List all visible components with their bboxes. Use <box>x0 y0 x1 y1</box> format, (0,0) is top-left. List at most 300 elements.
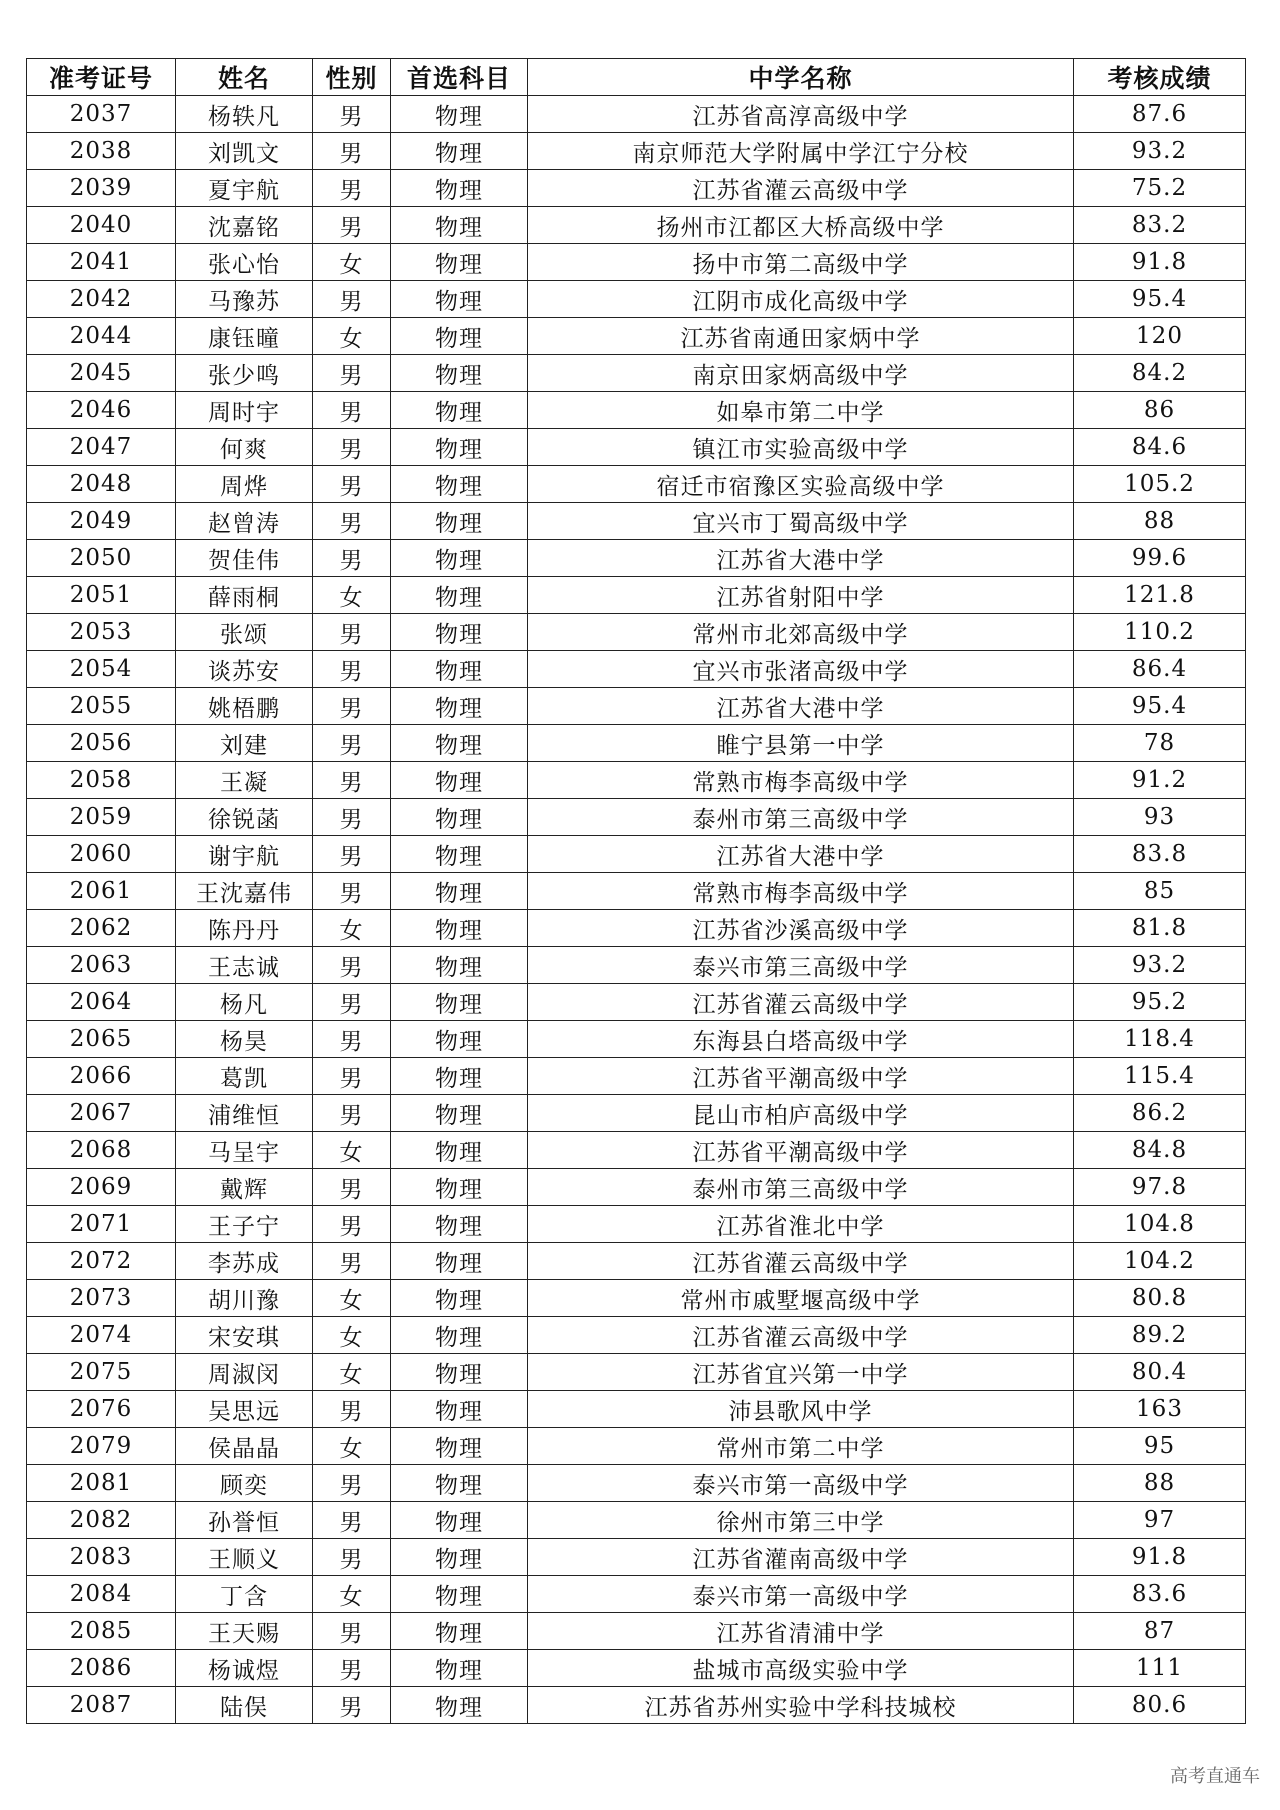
name-cell: 宋安琪 <box>176 1317 313 1354</box>
table-row <box>27 1058 1246 1095</box>
table-row <box>27 1428 1246 1465</box>
gender-cell: 男 <box>313 725 391 762</box>
exam-id-cell: 2054 <box>27 651 176 688</box>
name-cell: 康钰曈 <box>176 318 313 355</box>
school-cell: 江苏省灌云高级中学 <box>528 1317 1074 1354</box>
gender-cell: 男 <box>313 873 391 910</box>
exam-id-cell: 2044 <box>27 318 176 355</box>
subject-cell: 物理 <box>391 1058 528 1095</box>
score-cell: 118.4 <box>1074 1021 1246 1058</box>
name-cell: 杨凡 <box>176 984 313 1021</box>
subject-cell: 物理 <box>391 1502 528 1539</box>
gender-cell: 男 <box>313 836 391 873</box>
subject-cell: 物理 <box>391 170 528 207</box>
school-cell: 泰州市第三高级中学 <box>528 1169 1074 1206</box>
subject-cell: 物理 <box>391 1206 528 1243</box>
gender-cell: 男 <box>313 1502 391 1539</box>
score-cell: 86.4 <box>1074 651 1246 688</box>
table-row <box>27 799 1246 836</box>
col-header-subject: 首选科目 <box>391 59 528 96</box>
table-row <box>27 392 1246 429</box>
score-cell: 104.2 <box>1074 1243 1246 1280</box>
table-row <box>27 466 1246 503</box>
table-row <box>27 725 1246 762</box>
score-cell: 85 <box>1074 873 1246 910</box>
gender-cell: 女 <box>313 577 391 614</box>
exam-id-cell: 2048 <box>27 466 176 503</box>
name-cell: 谢宇航 <box>176 836 313 873</box>
name-cell: 浦维恒 <box>176 1095 313 1132</box>
gender-cell: 男 <box>313 762 391 799</box>
table-row <box>27 1613 1246 1650</box>
score-cell: 87.6 <box>1074 96 1246 133</box>
gender-cell: 女 <box>313 1132 391 1169</box>
name-cell: 戴辉 <box>176 1169 313 1206</box>
name-cell: 赵曾涛 <box>176 503 313 540</box>
score-cell: 80.6 <box>1074 1687 1246 1724</box>
table-row <box>27 1132 1246 1169</box>
table-row <box>27 133 1246 170</box>
table-row <box>27 1169 1246 1206</box>
subject-cell: 物理 <box>391 947 528 984</box>
name-cell: 王天赐 <box>176 1613 313 1650</box>
exam-id-cell: 2060 <box>27 836 176 873</box>
gender-cell: 男 <box>313 133 391 170</box>
name-cell: 刘建 <box>176 725 313 762</box>
table-row <box>27 762 1246 799</box>
subject-cell: 物理 <box>391 318 528 355</box>
name-cell: 周时宇 <box>176 392 313 429</box>
score-cell: 95 <box>1074 1428 1246 1465</box>
exam-id-cell: 2053 <box>27 614 176 651</box>
score-cell: 95.4 <box>1074 688 1246 725</box>
score-cell: 83.2 <box>1074 207 1246 244</box>
subject-cell: 物理 <box>391 984 528 1021</box>
score-cell: 87 <box>1074 1613 1246 1650</box>
gender-cell: 女 <box>313 910 391 947</box>
score-cell: 99.6 <box>1074 540 1246 577</box>
school-cell: 江苏省平潮高级中学 <box>528 1058 1074 1095</box>
subject-cell: 物理 <box>391 614 528 651</box>
school-cell: 常州市戚墅堰高级中学 <box>528 1280 1074 1317</box>
gender-cell: 男 <box>313 281 391 318</box>
table-row <box>27 1391 1246 1428</box>
gender-cell: 男 <box>313 614 391 651</box>
score-cell: 97 <box>1074 1502 1246 1539</box>
name-cell: 薛雨桐 <box>176 577 313 614</box>
col-header-gender: 性别 <box>313 59 391 96</box>
score-cell: 81.8 <box>1074 910 1246 947</box>
table-row <box>27 577 1246 614</box>
school-cell: 江苏省大港中学 <box>528 688 1074 725</box>
subject-cell: 物理 <box>391 1354 528 1391</box>
subject-cell: 物理 <box>391 651 528 688</box>
exam-id-cell: 2051 <box>27 577 176 614</box>
gender-cell: 女 <box>313 1428 391 1465</box>
gender-cell: 女 <box>313 1354 391 1391</box>
gender-cell: 男 <box>313 1169 391 1206</box>
gender-cell: 男 <box>313 1687 391 1724</box>
score-cell: 86 <box>1074 392 1246 429</box>
table-row <box>27 910 1246 947</box>
exam-id-cell: 2039 <box>27 170 176 207</box>
score-cell: 84.8 <box>1074 1132 1246 1169</box>
score-cell: 121.8 <box>1074 577 1246 614</box>
gender-cell: 男 <box>313 1539 391 1576</box>
subject-cell: 物理 <box>391 836 528 873</box>
table-row <box>27 244 1246 281</box>
school-cell: 宿迁市宿豫区实验高级中学 <box>528 466 1074 503</box>
exam-id-cell: 2084 <box>27 1576 176 1613</box>
exam-id-cell: 2068 <box>27 1132 176 1169</box>
exam-id-cell: 2065 <box>27 1021 176 1058</box>
gender-cell: 男 <box>313 466 391 503</box>
subject-cell: 物理 <box>391 1687 528 1724</box>
subject-cell: 物理 <box>391 355 528 392</box>
score-cell: 88 <box>1074 1465 1246 1502</box>
gender-cell: 男 <box>313 1095 391 1132</box>
table-row <box>27 688 1246 725</box>
exam-id-cell: 2069 <box>27 1169 176 1206</box>
school-cell: 泰州市第三高级中学 <box>528 799 1074 836</box>
subject-cell: 物理 <box>391 429 528 466</box>
exam-id-cell: 2072 <box>27 1243 176 1280</box>
gender-cell: 男 <box>313 1058 391 1095</box>
score-cell: 91.2 <box>1074 762 1246 799</box>
score-cell: 78 <box>1074 725 1246 762</box>
exam-id-cell: 2059 <box>27 799 176 836</box>
exam-id-cell: 2073 <box>27 1280 176 1317</box>
table-row <box>27 984 1246 1021</box>
score-cell: 105.2 <box>1074 466 1246 503</box>
col-header-exam-id: 准考证号 <box>27 59 176 96</box>
exam-id-cell: 2083 <box>27 1539 176 1576</box>
subject-cell: 物理 <box>391 466 528 503</box>
results-table <box>26 58 1246 1724</box>
subject-cell: 物理 <box>391 1132 528 1169</box>
subject-cell: 物理 <box>391 725 528 762</box>
watermark-text: 高考直通车 <box>1170 1766 1260 1787</box>
table-row <box>27 503 1246 540</box>
name-cell: 刘凯文 <box>176 133 313 170</box>
subject-cell: 物理 <box>391 1243 528 1280</box>
subject-cell: 物理 <box>391 1169 528 1206</box>
school-cell: 江苏省平潮高级中学 <box>528 1132 1074 1169</box>
name-cell: 王沈嘉伟 <box>176 873 313 910</box>
name-cell: 顾奕 <box>176 1465 313 1502</box>
exam-id-cell: 2056 <box>27 725 176 762</box>
gender-cell: 男 <box>313 688 391 725</box>
table-row <box>27 540 1246 577</box>
gender-cell: 男 <box>313 1613 391 1650</box>
exam-id-cell: 2041 <box>27 244 176 281</box>
subject-cell: 物理 <box>391 762 528 799</box>
school-cell: 江苏省宜兴第一中学 <box>528 1354 1074 1391</box>
subject-cell: 物理 <box>391 577 528 614</box>
school-cell: 睢宁县第一中学 <box>528 725 1074 762</box>
subject-cell: 物理 <box>391 281 528 318</box>
exam-id-cell: 2082 <box>27 1502 176 1539</box>
exam-id-cell: 2064 <box>27 984 176 1021</box>
table-row <box>27 1465 1246 1502</box>
school-cell: 常熟市梅李高级中学 <box>528 873 1074 910</box>
exam-id-cell: 2066 <box>27 1058 176 1095</box>
name-cell: 杨昊 <box>176 1021 313 1058</box>
score-cell: 83.6 <box>1074 1576 1246 1613</box>
table-row <box>27 207 1246 244</box>
exam-id-cell: 2067 <box>27 1095 176 1132</box>
exam-id-cell: 2040 <box>27 207 176 244</box>
school-cell: 江苏省灌南高级中学 <box>528 1539 1074 1576</box>
score-cell: 115.4 <box>1074 1058 1246 1095</box>
school-cell: 江苏省灌云高级中学 <box>528 984 1074 1021</box>
gender-cell: 男 <box>313 1391 391 1428</box>
table-row <box>27 429 1246 466</box>
name-cell: 王子宁 <box>176 1206 313 1243</box>
school-cell: 江苏省射阳中学 <box>528 577 1074 614</box>
school-cell: 沛县歌风中学 <box>528 1391 1074 1428</box>
school-cell: 江苏省灌云高级中学 <box>528 170 1074 207</box>
gender-cell: 男 <box>313 651 391 688</box>
exam-id-cell: 2079 <box>27 1428 176 1465</box>
gender-cell: 男 <box>313 540 391 577</box>
subject-cell: 物理 <box>391 1391 528 1428</box>
school-cell: 扬州市江都区大桥高级中学 <box>528 207 1074 244</box>
exam-id-cell: 2046 <box>27 392 176 429</box>
school-cell: 如皋市第二中学 <box>528 392 1074 429</box>
score-cell: 91.8 <box>1074 1539 1246 1576</box>
school-cell: 泰兴市第一高级中学 <box>528 1576 1074 1613</box>
table-row <box>27 1354 1246 1391</box>
subject-cell: 物理 <box>391 873 528 910</box>
gender-cell: 男 <box>313 207 391 244</box>
subject-cell: 物理 <box>391 1021 528 1058</box>
exam-id-cell: 2071 <box>27 1206 176 1243</box>
gender-cell: 男 <box>313 1243 391 1280</box>
exam-id-cell: 2074 <box>27 1317 176 1354</box>
school-cell: 南京田家炳高级中学 <box>528 355 1074 392</box>
score-cell: 111 <box>1074 1650 1246 1687</box>
table-row <box>27 1576 1246 1613</box>
gender-cell: 男 <box>313 1206 391 1243</box>
score-cell: 83.8 <box>1074 836 1246 873</box>
name-cell: 胡川豫 <box>176 1280 313 1317</box>
exam-id-cell: 2081 <box>27 1465 176 1502</box>
exam-id-cell: 2037 <box>27 96 176 133</box>
subject-cell: 物理 <box>391 1465 528 1502</box>
subject-cell: 物理 <box>391 799 528 836</box>
gender-cell: 男 <box>313 355 391 392</box>
subject-cell: 物理 <box>391 392 528 429</box>
table-row <box>27 836 1246 873</box>
table-row <box>27 1317 1246 1354</box>
school-cell: 镇江市实验高级中学 <box>528 429 1074 466</box>
subject-cell: 物理 <box>391 503 528 540</box>
school-cell: 南京师范大学附属中学江宁分校 <box>528 133 1074 170</box>
gender-cell: 男 <box>313 1650 391 1687</box>
name-cell: 张颂 <box>176 614 313 651</box>
gender-cell: 男 <box>313 96 391 133</box>
name-cell: 侯晶晶 <box>176 1428 313 1465</box>
school-cell: 江苏省南通田家炳中学 <box>528 318 1074 355</box>
name-cell: 孙誉恒 <box>176 1502 313 1539</box>
name-cell: 吴思远 <box>176 1391 313 1428</box>
school-cell: 江苏省高淳高级中学 <box>528 96 1074 133</box>
subject-cell: 物理 <box>391 1095 528 1132</box>
school-cell: 盐城市高级实验中学 <box>528 1650 1074 1687</box>
subject-cell: 物理 <box>391 1613 528 1650</box>
school-cell: 宜兴市张渚高级中学 <box>528 651 1074 688</box>
name-cell: 陆俣 <box>176 1687 313 1724</box>
gender-cell: 女 <box>313 1576 391 1613</box>
subject-cell: 物理 <box>391 244 528 281</box>
table-row <box>27 1687 1246 1724</box>
score-cell: 88 <box>1074 503 1246 540</box>
gender-cell: 男 <box>313 392 391 429</box>
exam-id-cell: 2058 <box>27 762 176 799</box>
name-cell: 夏宇航 <box>176 170 313 207</box>
exam-id-cell: 2045 <box>27 355 176 392</box>
score-cell: 84.6 <box>1074 429 1246 466</box>
exam-id-cell: 2042 <box>27 281 176 318</box>
exam-id-cell: 2085 <box>27 1613 176 1650</box>
school-cell: 昆山市柏庐高级中学 <box>528 1095 1074 1132</box>
school-cell: 江苏省沙溪高级中学 <box>528 910 1074 947</box>
gender-cell: 女 <box>313 1317 391 1354</box>
exam-id-cell: 2055 <box>27 688 176 725</box>
gender-cell: 男 <box>313 503 391 540</box>
table-row <box>27 947 1246 984</box>
subject-cell: 物理 <box>391 1280 528 1317</box>
school-cell: 常州市北郊高级中学 <box>528 614 1074 651</box>
score-cell: 163 <box>1074 1391 1246 1428</box>
name-cell: 马豫苏 <box>176 281 313 318</box>
name-cell: 陈丹丹 <box>176 910 313 947</box>
score-cell: 80.8 <box>1074 1280 1246 1317</box>
subject-cell: 物理 <box>391 1650 528 1687</box>
table-body <box>27 96 1246 1724</box>
subject-cell: 物理 <box>391 1317 528 1354</box>
score-cell: 95.4 <box>1074 281 1246 318</box>
name-cell: 周淑闵 <box>176 1354 313 1391</box>
name-cell: 王顺义 <box>176 1539 313 1576</box>
table-row <box>27 651 1246 688</box>
gender-cell: 男 <box>313 1465 391 1502</box>
table-row <box>27 96 1246 133</box>
table-row <box>27 170 1246 207</box>
school-cell: 东海县白塔高级中学 <box>528 1021 1074 1058</box>
name-cell: 丁含 <box>176 1576 313 1613</box>
name-cell: 何爽 <box>176 429 313 466</box>
gender-cell: 男 <box>313 429 391 466</box>
school-cell: 常熟市梅李高级中学 <box>528 762 1074 799</box>
score-cell: 86.2 <box>1074 1095 1246 1132</box>
name-cell: 沈嘉铭 <box>176 207 313 244</box>
table-row <box>27 1095 1246 1132</box>
name-cell: 姚梧鹏 <box>176 688 313 725</box>
school-cell: 泰兴市第三高级中学 <box>528 947 1074 984</box>
subject-cell: 物理 <box>391 910 528 947</box>
gender-cell: 女 <box>313 318 391 355</box>
gender-cell: 男 <box>313 170 391 207</box>
score-cell: 93.2 <box>1074 133 1246 170</box>
exam-id-cell: 2086 <box>27 1650 176 1687</box>
subject-cell: 物理 <box>391 688 528 725</box>
name-cell: 李苏成 <box>176 1243 313 1280</box>
score-cell: 97.8 <box>1074 1169 1246 1206</box>
exam-id-cell: 2038 <box>27 133 176 170</box>
exam-id-cell: 2076 <box>27 1391 176 1428</box>
score-cell: 93.2 <box>1074 947 1246 984</box>
school-cell: 江苏省苏州实验中学科技城校 <box>528 1687 1074 1724</box>
table-row <box>27 1650 1246 1687</box>
school-cell: 江苏省清浦中学 <box>528 1613 1074 1650</box>
table-row <box>27 873 1246 910</box>
name-cell: 葛凯 <box>176 1058 313 1095</box>
score-cell: 95.2 <box>1074 984 1246 1021</box>
score-cell: 93 <box>1074 799 1246 836</box>
gender-cell: 男 <box>313 984 391 1021</box>
gender-cell: 女 <box>313 1280 391 1317</box>
exam-id-cell: 2063 <box>27 947 176 984</box>
score-cell: 80.4 <box>1074 1354 1246 1391</box>
exam-id-cell: 2075 <box>27 1354 176 1391</box>
subject-cell: 物理 <box>391 540 528 577</box>
gender-cell: 男 <box>313 1021 391 1058</box>
subject-cell: 物理 <box>391 1428 528 1465</box>
name-cell: 张心怡 <box>176 244 313 281</box>
score-cell: 91.8 <box>1074 244 1246 281</box>
score-cell: 104.8 <box>1074 1206 1246 1243</box>
name-cell: 谈苏安 <box>176 651 313 688</box>
name-cell: 王凝 <box>176 762 313 799</box>
gender-cell: 男 <box>313 947 391 984</box>
name-cell: 杨诚煜 <box>176 1650 313 1687</box>
score-cell: 120 <box>1074 318 1246 355</box>
subject-cell: 物理 <box>391 1576 528 1613</box>
name-cell: 贺佳伟 <box>176 540 313 577</box>
school-cell: 泰兴市第一高级中学 <box>528 1465 1074 1502</box>
school-cell: 常州市第二中学 <box>528 1428 1074 1465</box>
name-cell: 王志诚 <box>176 947 313 984</box>
school-cell: 宜兴市丁蜀高级中学 <box>528 503 1074 540</box>
subject-cell: 物理 <box>391 133 528 170</box>
col-header-score: 考核成绩 <box>1074 59 1246 96</box>
header-row <box>27 59 1246 96</box>
name-cell: 马呈宇 <box>176 1132 313 1169</box>
name-cell: 徐锐菡 <box>176 799 313 836</box>
exam-id-cell: 2050 <box>27 540 176 577</box>
school-cell: 江阴市成化高级中学 <box>528 281 1074 318</box>
name-cell: 张少鸣 <box>176 355 313 392</box>
score-cell: 110.2 <box>1074 614 1246 651</box>
col-header-name: 姓名 <box>176 59 313 96</box>
school-cell: 扬中市第二高级中学 <box>528 244 1074 281</box>
exam-id-cell: 2061 <box>27 873 176 910</box>
gender-cell: 男 <box>313 799 391 836</box>
exam-id-cell: 2049 <box>27 503 176 540</box>
score-cell: 75.2 <box>1074 170 1246 207</box>
school-cell: 江苏省淮北中学 <box>528 1206 1074 1243</box>
subject-cell: 物理 <box>391 96 528 133</box>
exam-id-cell: 2047 <box>27 429 176 466</box>
subject-cell: 物理 <box>391 1539 528 1576</box>
name-cell: 周烨 <box>176 466 313 503</box>
subject-cell: 物理 <box>391 207 528 244</box>
school-cell: 江苏省灌云高级中学 <box>528 1243 1074 1280</box>
table-row <box>27 281 1246 318</box>
table-row <box>27 1502 1246 1539</box>
